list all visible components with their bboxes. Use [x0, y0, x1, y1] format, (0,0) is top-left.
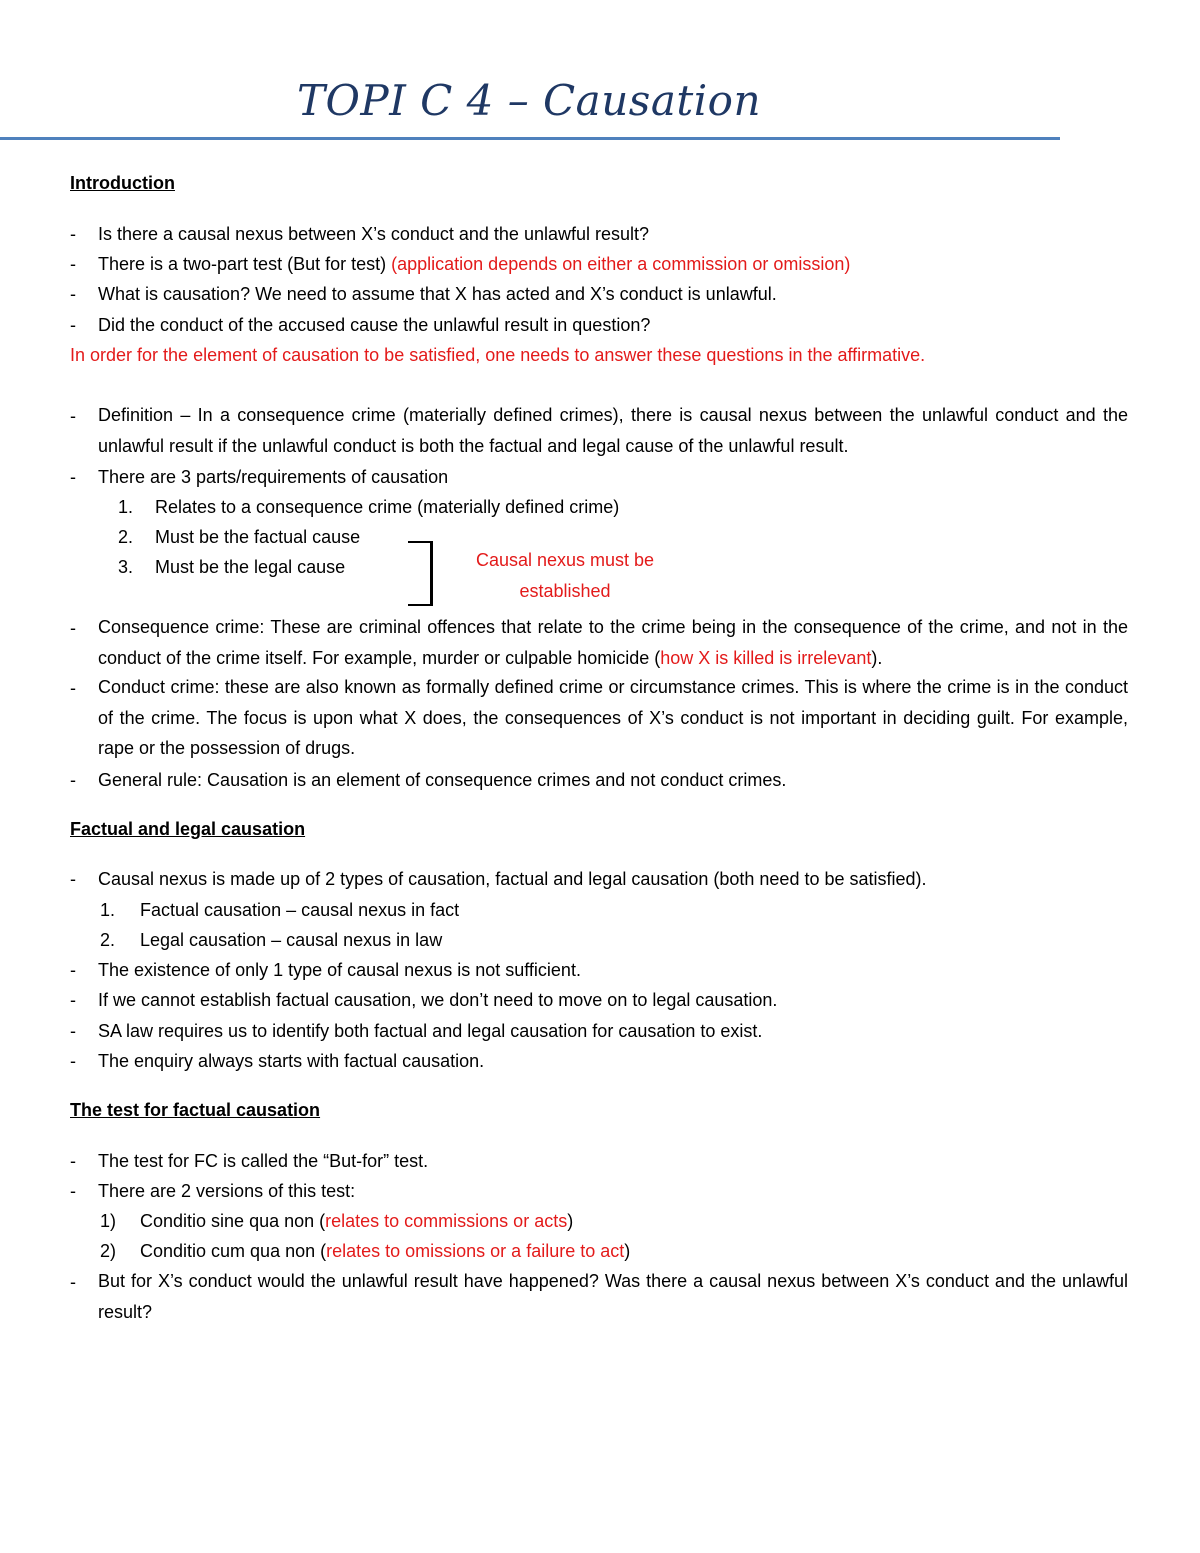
type-number-1: 1. [100, 900, 116, 920]
version-1-text: Conditio sine qua non ( [140, 1211, 326, 1231]
type-text-1: Factual causation – causal nexus in fact [140, 900, 460, 920]
heading-factual-legal: Factual and legal causation [70, 819, 306, 839]
intro-item-2-red: (application depends on either a commission or omission) [391, 254, 851, 274]
part-text-2: Must be the factual cause [155, 527, 361, 547]
test-item-2: There are 2 versions of this test: [98, 1181, 356, 1201]
factual-legal-item-5: The enquiry always starts with factual causation. [98, 1051, 485, 1071]
bullet: - [70, 618, 76, 638]
factual-legal-item-3: If we cannot establish factual causation, we don’t need to move on to legal causation. [98, 990, 778, 1010]
heading-test: The test for factual causation [70, 1100, 321, 1120]
intro-item-4: Did the conduct of the accused cause the unlawful result in question? [98, 315, 651, 335]
factual-legal-item-1: Causal nexus is made up of 2 types of causation, factual and legal causation (both need to be satisfied). [98, 869, 927, 889]
version-number-1: 1) [100, 1211, 117, 1231]
type-number-2: 2. [100, 930, 116, 950]
intro-item-3: What is causation? We need to assume that X has acted and X’s conduct is unlawful. [98, 284, 777, 304]
title-underline [0, 137, 1060, 140]
bullet: - [70, 770, 76, 790]
test-item-3: But for X’s conduct would the unlawful result have happened? Was there a causal nexus between X’s conduct and the unlawful result? [98, 1271, 1128, 1322]
consequence-crime-text [98, 612, 1128, 673]
bullet: - [70, 284, 76, 304]
definition-text: Definition – In a consequence crime (materially defined crimes), there is causal nexus between the unlawful conduct and the unlawful result if the unlawful conduct is both the factual and legal cause of the unlawful result. [98, 405, 1128, 456]
intro-red-note: In order for the element of causation to be satisfied, one needs to answer these questions in the affirmative. [70, 345, 926, 365]
consequence-text-red: how X is killed is irrelevant [660, 647, 872, 668]
conduct-crime-text: Conduct crime: these are also known as formally defined crime or circumstance crimes. This is where the crime is in the conduct of the crime. The focus is upon what X does, the consequences of X’s conduct is not important in deciding guilt. For example, rape or the possession of drugs. [98, 677, 1128, 758]
part-text-1: Relates to a consequence crime (materially defined crime) [155, 497, 620, 517]
bullet: - [70, 1181, 76, 1201]
intro-item-1: Is there a causal nexus between X’s conduct and the unlawful result? [98, 224, 650, 244]
bullet: - [70, 1021, 76, 1041]
factual-legal-item-2: The existence of only 1 type of causal nexus is not sufficient. [98, 960, 581, 980]
intro-item-2-text: There is a two-part test (But for test) [98, 254, 387, 274]
test-item-1: The test for FC is called the “But-for” test. [98, 1151, 429, 1171]
bullet: - [70, 678, 76, 698]
type-text-2: Legal causation – causal nexus in law [140, 930, 443, 950]
version-1-end: ) [567, 1211, 574, 1231]
intro-item-2 [98, 254, 850, 275]
heading-introduction: Introduction [70, 173, 175, 193]
version-text-2 [140, 1241, 630, 1262]
bullet: - [70, 1051, 76, 1071]
general-rule-text: General rule: Causation is an element of consequence crimes and not conduct crimes. [98, 770, 787, 790]
bullet: - [70, 1272, 76, 1292]
consequence-text-a: Consequence crime: These are criminal offences that relate to the crime being in the consequence of the crime, and not in the conduct of the crime itself. For example, murder or culpable homicide ( [98, 617, 1128, 668]
bullet: - [70, 869, 76, 889]
part-text-3: Must be the legal cause [155, 557, 346, 577]
version-1-red: relates to commissions or acts [325, 1211, 568, 1231]
page-title: TOPI C 4 – Causation [296, 76, 762, 125]
version-2-text: Conditio cum qua non ( [140, 1241, 327, 1261]
callout-line-1: Causal nexus must be [475, 550, 655, 570]
part-number-2: 2. [118, 527, 134, 547]
bullet: - [70, 467, 76, 487]
bullet: - [70, 224, 76, 244]
bullet: - [70, 1151, 76, 1171]
consequence-text-b: ). [871, 647, 883, 668]
bracket-shape [408, 541, 433, 606]
callout-line-2: established [519, 581, 611, 601]
bullet: - [70, 990, 76, 1010]
bullet: - [70, 406, 76, 426]
version-number-2: 2) [100, 1241, 117, 1261]
bullet: - [70, 254, 76, 274]
version-2-end: ) [624, 1241, 631, 1261]
part-number-3: 3. [118, 557, 134, 577]
bullet: - [70, 960, 76, 980]
bullet: - [70, 315, 76, 335]
factual-legal-item-4: SA law requires us to identify both factual and legal causation for causation to exist. [98, 1021, 763, 1041]
callout-note [450, 545, 680, 607]
part-number-1: 1. [118, 497, 134, 517]
version-text-1 [140, 1211, 573, 1232]
version-2-red: relates to omissions or a failure to act [326, 1241, 625, 1261]
parts-intro: There are 3 parts/requirements of causation [98, 467, 449, 487]
